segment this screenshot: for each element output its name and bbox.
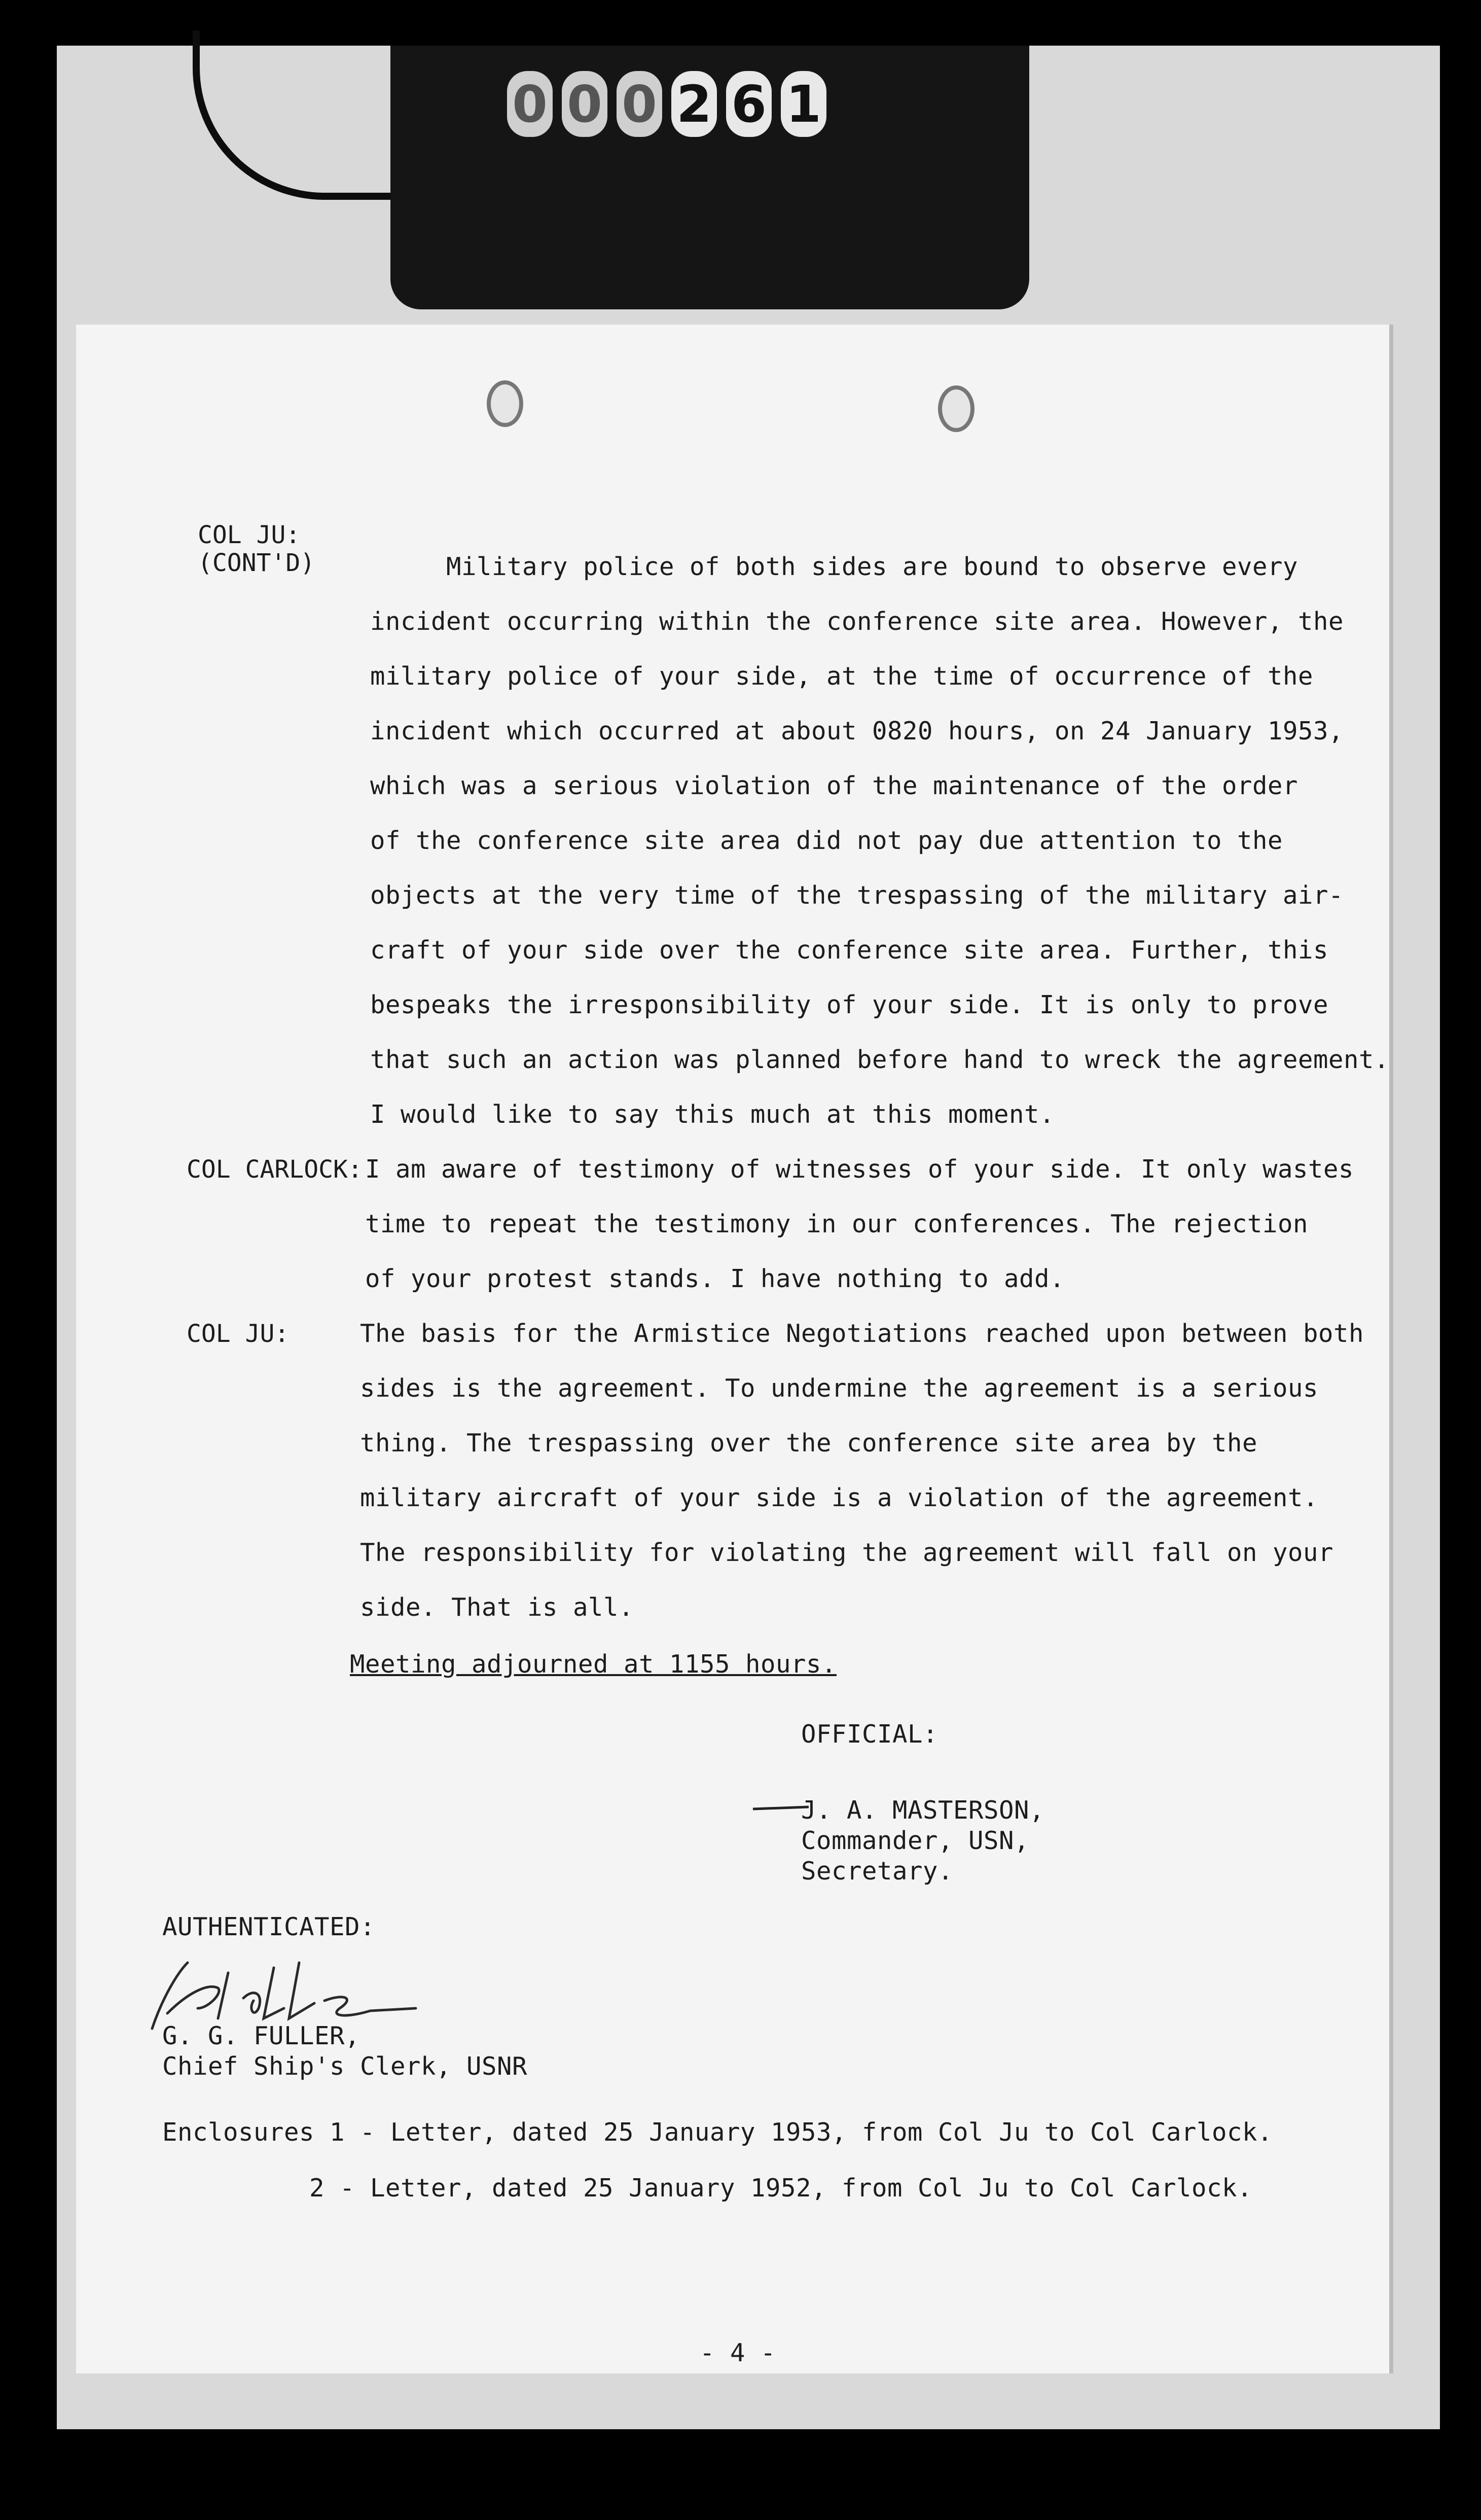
paragraph-line: incident which occurred at about 0820 hours, on 24 January 1953, [370, 717, 1344, 746]
frame-counter [507, 71, 826, 152]
authenticated-label: AUTHENTICATED: [162, 1912, 376, 1941]
paragraph-line: military aircraft of your side is a violation of the agreement. [360, 1483, 1319, 1512]
adjourned-note: Meeting adjourned at 1155 hours. [350, 1650, 837, 1679]
counter-digit: 6 [726, 71, 772, 137]
paragraph-line: which was a serious violation of the maintenance of the order [370, 771, 1298, 800]
paragraph-line: that such an action was planned before hand to wreck the agreement. [370, 1045, 1390, 1074]
paragraph-line: sides is the agreement. To undermine the agreement is a serious [360, 1374, 1319, 1403]
counter-digit: 0 [617, 71, 662, 137]
auth-title: Chief Ship's Clerk, USNR [162, 2052, 528, 2081]
official-rank: Commander, USN, [801, 1826, 1030, 1855]
counter-digit: 2 [671, 71, 717, 137]
paragraph-line: military police of your side, at the time of occurrence of the [370, 662, 1314, 691]
paragraph-line: I would like to say this much at this moment. [370, 1100, 1055, 1129]
counter-digit: 0 [562, 71, 607, 137]
enclosure-line: Enclosures 1 - Letter, dated 25 January 1953, from Col Ju to Col Carlock. [162, 2118, 1273, 2147]
official-label: OFFICIAL: [801, 1720, 938, 1749]
paragraph-line: bespeaks the irresponsibility of your side. It is only to prove [370, 990, 1329, 1019]
paragraph-line: Military police of both sides are bound to observe every [446, 552, 1298, 581]
official-name: J. A. MASTERSON, [801, 1796, 1045, 1825]
paragraph-line: objects at the very time of the trespassing of the military air- [370, 881, 1344, 910]
official-title: Secretary. [801, 1857, 954, 1886]
speaker-label: COL CARLOCK: [187, 1155, 363, 1184]
paragraph-line: The responsibility for violating the agreement will fall on your [360, 1538, 1334, 1567]
punch-hole [487, 380, 523, 427]
punch-hole [938, 385, 974, 432]
enclosure-line: 2 - Letter, dated 25 January 1952, from Col Ju to Col Carlock. [309, 2174, 1253, 2203]
page-number: - 4 - [700, 2338, 776, 2367]
paragraph-line: incident occurring within the conference site area. However, the [370, 607, 1344, 636]
speaker-label: COL JU: [198, 521, 301, 549]
paragraph-line: time to repeat the testimony in our conferences. The rejection [365, 1210, 1309, 1238]
document-page [76, 325, 1389, 2373]
counter-digit: 1 [781, 71, 826, 137]
auth-name: G. G. FULLER, [162, 2021, 360, 2050]
speaker-cont-label: (CONT'D) [198, 549, 315, 577]
paragraph-line: of your protest stands. I have nothing to add. [365, 1264, 1065, 1293]
paragraph-line: of the conference site area did not pay due attention to the [370, 826, 1283, 855]
paragraph-line: craft of your side over the conference site area. Further, this [370, 936, 1329, 965]
paragraph-line: side. That is all. [360, 1593, 634, 1622]
speaker-label: COL JU: [187, 1320, 290, 1348]
counter-digit: 0 [507, 71, 553, 137]
paragraph-line: I am aware of testimony of witnesses of your side. It only wastes [365, 1155, 1354, 1184]
paragraph-line: thing. The trespassing over the conference site area by the [360, 1429, 1258, 1458]
paragraph-line: The basis for the Armistice Negotiations reached upon between both [360, 1319, 1364, 1348]
